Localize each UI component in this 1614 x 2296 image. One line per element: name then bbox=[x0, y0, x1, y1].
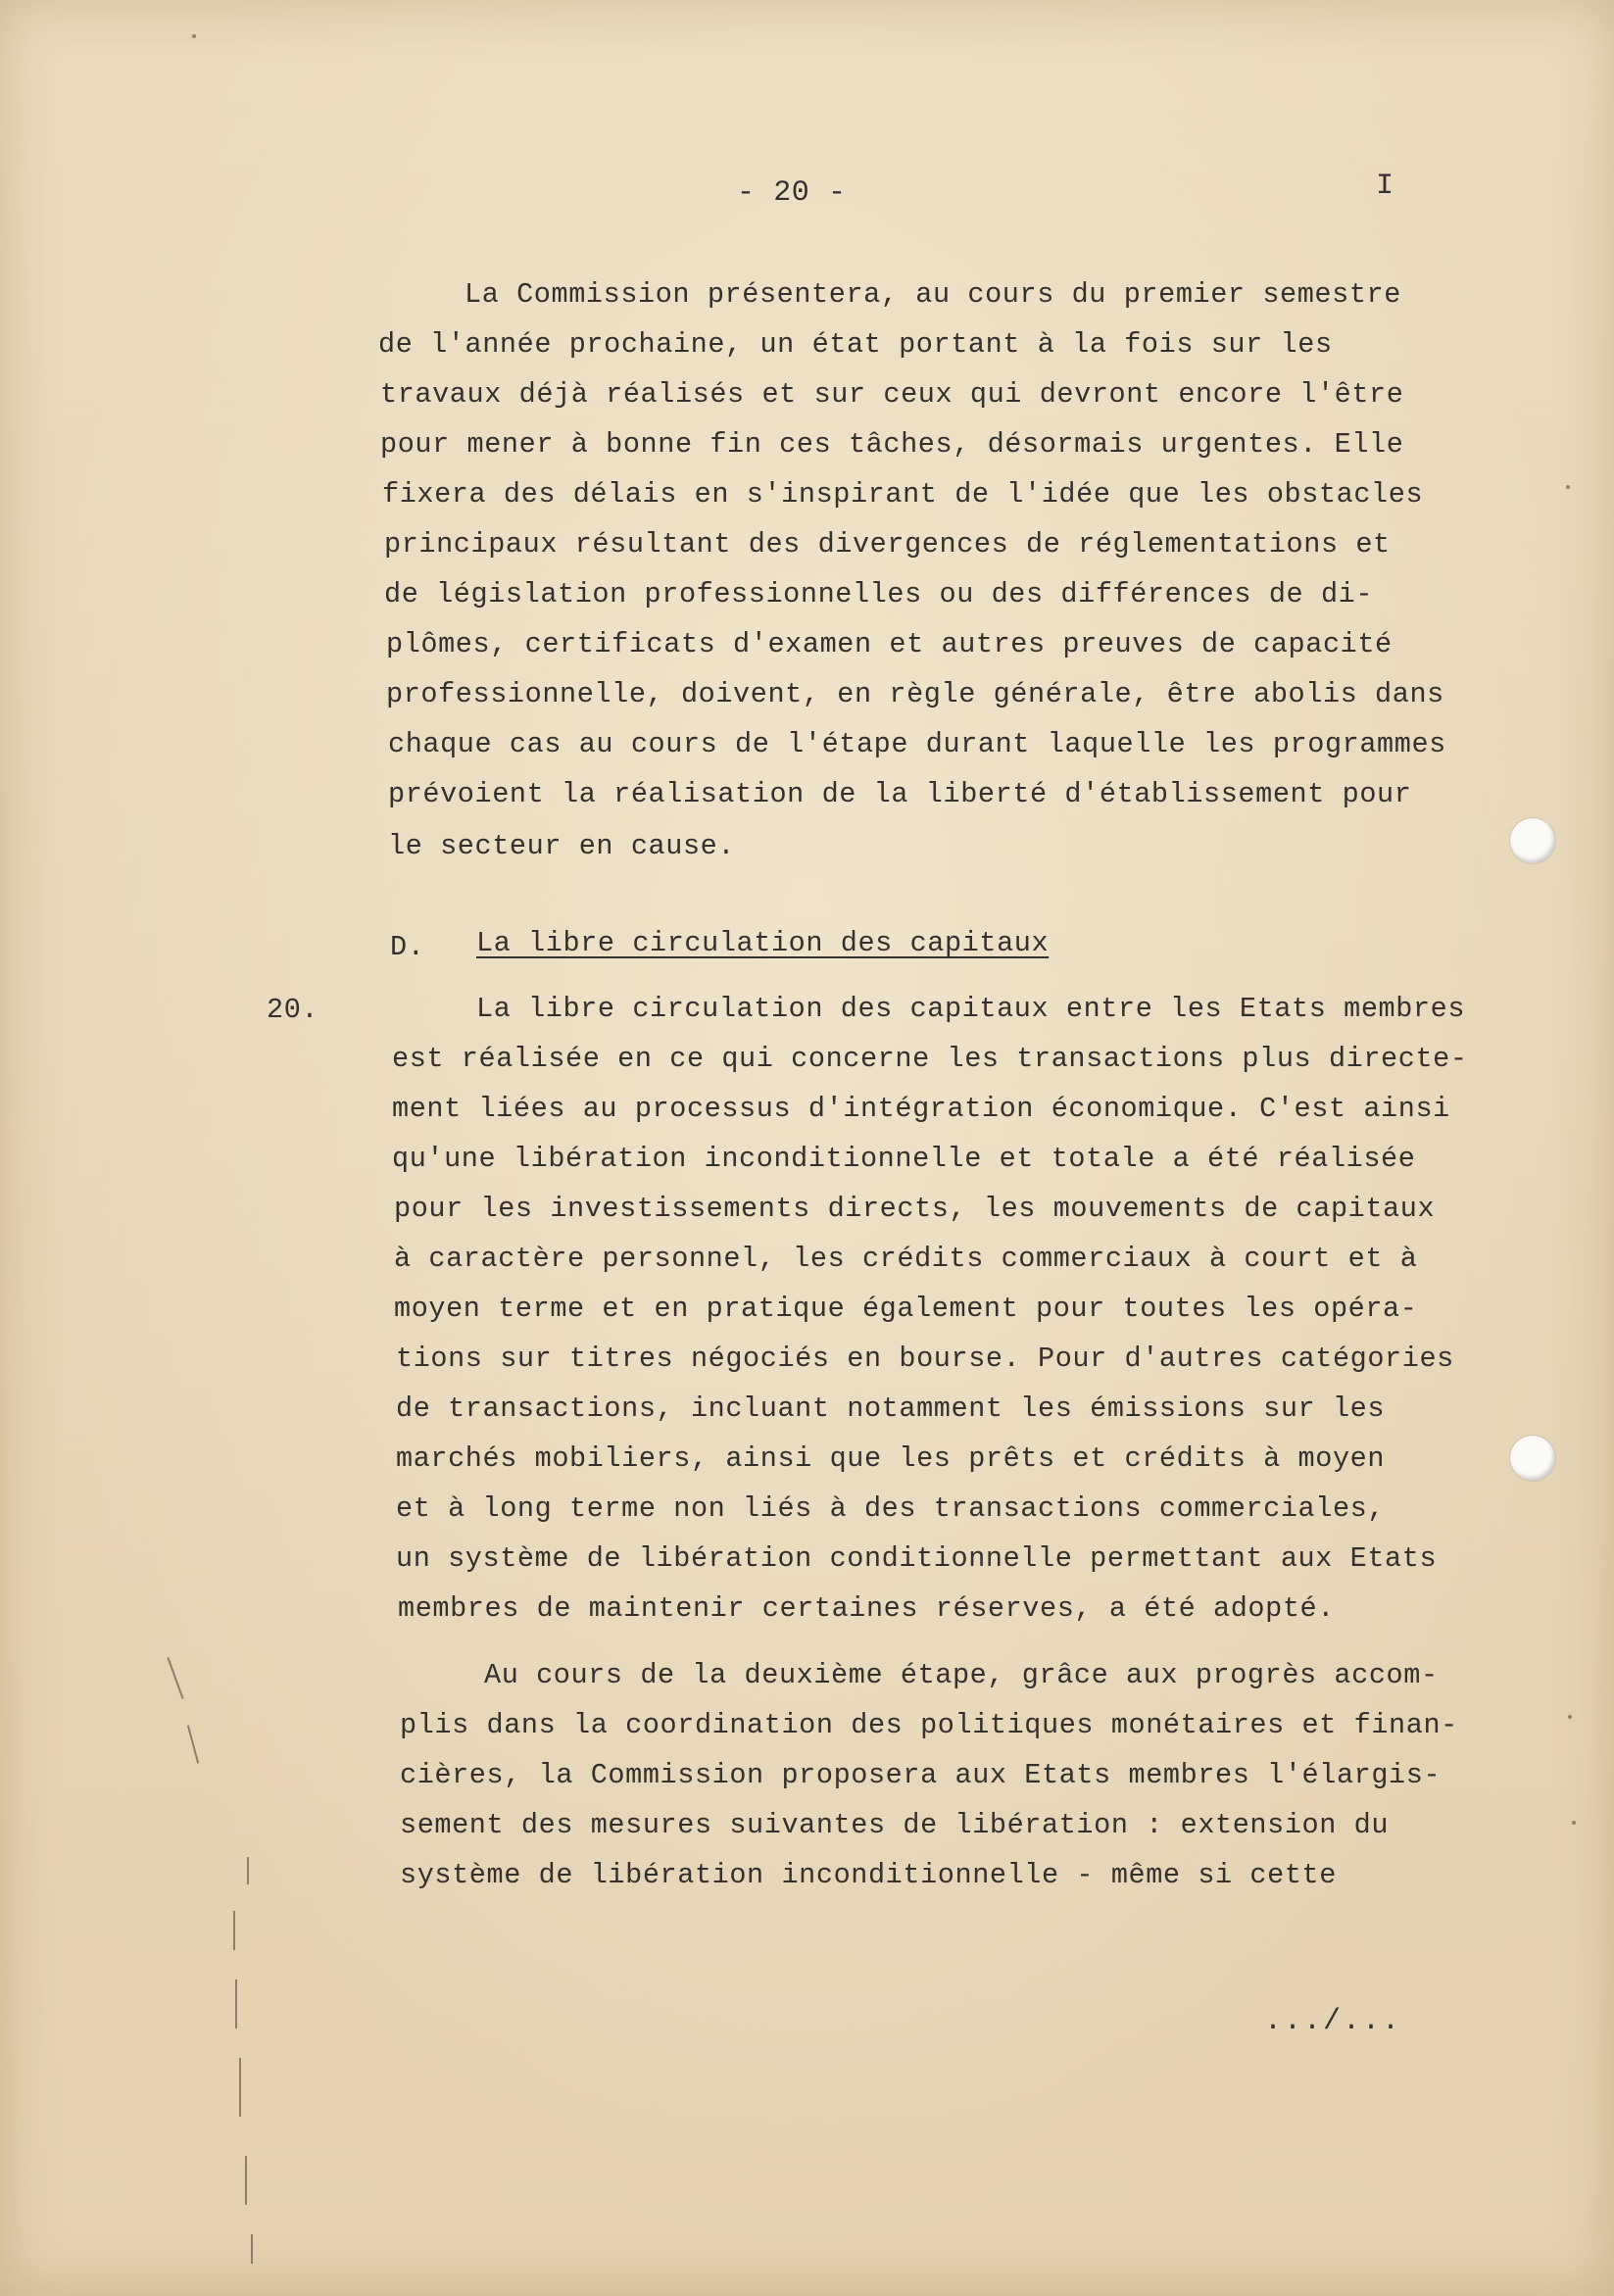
paragraph-2-line: et à long terme non liés à des transactions commerciales, bbox=[396, 1492, 1386, 1525]
paragraph-2-line: membres de maintenir certaines réserves, a été adopté. bbox=[398, 1592, 1335, 1625]
paragraph-1-line: de législation professionnelles ou des différences de di- bbox=[384, 578, 1374, 611]
margin-mark bbox=[239, 2058, 241, 2117]
margin-mark bbox=[245, 2156, 247, 2205]
paragraph-2-line: à caractère personnel, les crédits commerciaux à court et à bbox=[394, 1243, 1418, 1275]
paragraph-3-line: système de libération inconditionnelle - même si cette bbox=[400, 1859, 1337, 1891]
margin-mark bbox=[235, 1979, 237, 2028]
paragraph-1-line: La Commission présentera, au cours du premier semestre bbox=[465, 278, 1401, 311]
continuation-mark: .../... bbox=[1264, 2005, 1402, 2038]
paragraph-1-line: pour mener à bonne fin ces tâches, désormais urgentes. Elle bbox=[380, 428, 1404, 461]
punch-hole bbox=[1510, 1436, 1555, 1481]
page-number: - 20 - bbox=[737, 176, 847, 210]
paragraph-number: 20. bbox=[267, 994, 319, 1026]
paper-speck bbox=[1566, 485, 1570, 489]
paragraph-1-line: professionnelle, doivent, en règle générale, être abolis dans bbox=[386, 678, 1444, 710]
paragraph-1-line: principaux résultant des divergences de réglementations et bbox=[384, 528, 1391, 561]
section-letter: D. bbox=[390, 931, 425, 963]
paragraph-1-line: le secteur en cause. bbox=[388, 830, 736, 862]
margin-mark bbox=[247, 1857, 249, 1884]
paper-speck bbox=[192, 34, 196, 38]
paragraph-2-line: qu'une libération inconditionnelle et totale a été réalisée bbox=[392, 1143, 1416, 1175]
paragraph-2-line: pour les investissements directs, les mouvements de capitaux bbox=[394, 1193, 1436, 1225]
annex-mark: I bbox=[1376, 170, 1394, 203]
section-title: La libre circulation des capitaux bbox=[476, 927, 1050, 959]
paragraph-3-line: cières, la Commission proposera aux Etats membres l'élargis- bbox=[400, 1759, 1442, 1791]
paragraph-2-line: de transactions, incluant notamment les émissions sur les bbox=[396, 1392, 1386, 1425]
paragraph-2-line: ment liées au processus d'intégration économique. C'est ainsi bbox=[392, 1093, 1450, 1125]
paragraph-1-line: chaque cas au cours de l'étape durant laquelle les programmes bbox=[388, 728, 1446, 760]
paragraph-1-line: travaux déjà réalisés et sur ceux qui devront encore l'être bbox=[380, 378, 1404, 411]
paragraph-1-line: plômes, certificats d'examen et autres preuves de capacité bbox=[386, 628, 1393, 660]
paragraph-1-line: fixera des délais en s'inspirant de l'idée que les obstacles bbox=[382, 478, 1424, 511]
paragraph-2-line: moyen terme et en pratique également pour toutes les opéra- bbox=[394, 1293, 1418, 1325]
paragraph-2-line: marchés mobiliers, ainsi que les prêts et crédits à moyen bbox=[396, 1442, 1386, 1475]
paper-speck bbox=[1572, 1821, 1576, 1825]
paragraph-3-line: Au cours de la deuxième étape, grâce aux progrès accom- bbox=[484, 1659, 1439, 1691]
margin-mark bbox=[187, 1725, 199, 1763]
punch-hole bbox=[1510, 818, 1555, 863]
paragraph-1-line: de l'année prochaine, un état portant à la fois sur les bbox=[378, 328, 1333, 361]
paragraph-1-line: prévoient la réalisation de la liberté d'établissement pour bbox=[388, 778, 1412, 810]
paper-speck bbox=[1568, 1715, 1572, 1719]
paragraph-2-line: est réalisée en ce qui concerne les transactions plus directe- bbox=[392, 1043, 1468, 1075]
margin-mark bbox=[251, 2234, 253, 2264]
paragraph-2-line: La libre circulation des capitaux entre les Etats membres bbox=[476, 993, 1466, 1025]
paragraph-2-line: tions sur titres négociés en bourse. Pour d'autres catégories bbox=[396, 1343, 1454, 1375]
margin-mark bbox=[233, 1911, 235, 1950]
paragraph-2-line: un système de libération conditionnelle permettant aux Etats bbox=[396, 1542, 1438, 1575]
paragraph-3-line: sement des mesures suivantes de libération : extension du bbox=[400, 1809, 1390, 1841]
margin-mark bbox=[167, 1657, 183, 1699]
paragraph-3-line: plis dans la coordination des politiques monétaires et finan- bbox=[400, 1709, 1458, 1741]
